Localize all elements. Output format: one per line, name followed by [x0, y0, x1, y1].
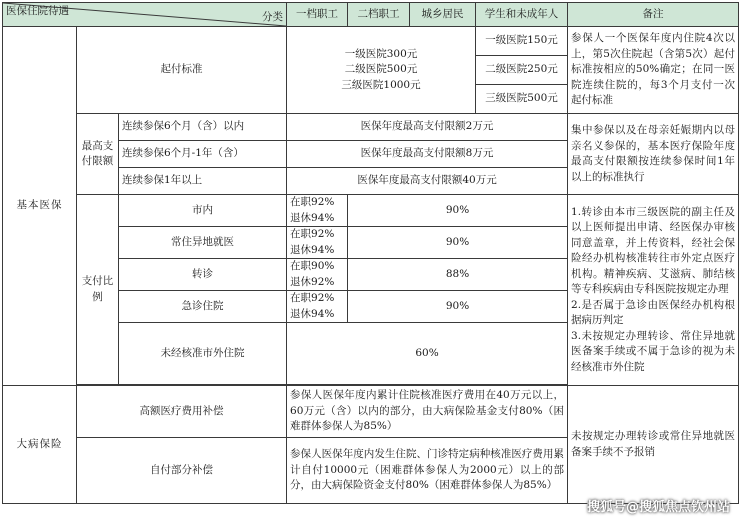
header-remark: 备注 [568, 3, 739, 27]
cap-row-1 [3, 114, 739, 141]
deductible-row-1 [3, 27, 739, 56]
ratio-label: 支付比例 [77, 195, 119, 385]
header-diagonal-cell [3, 3, 287, 27]
deductible-adult-level-3: 三级医院1000元 [341, 78, 421, 91]
ratio-name-3: 转诊 [119, 259, 287, 291]
cap-period-3: 连续参保1年以上 [119, 168, 287, 195]
header-title-left: 医保住院待遇 [6, 5, 69, 17]
ratio-remark [568, 195, 739, 386]
ratio-staff-1-retired: 退休94% [290, 211, 335, 224]
serious-remark: 未按规定办理转诊或常住异地就医备案手续不予报销 [568, 386, 739, 504]
serious-insurance-label: 大病保险 [3, 386, 77, 504]
watermark: 搜狐号@搜狐焦点钦州站 [586, 500, 730, 515]
header-staff1: 一档职工 [287, 3, 348, 27]
ratio-other-2: 90% [348, 227, 568, 259]
ratio-name-unapproved: 未经核准市外住院 [119, 323, 287, 385]
self-pay-label: 自付部分补偿 [77, 438, 287, 504]
ratio-name-1: 市内 [119, 195, 287, 227]
deductible-student-level-2: 二级医院250元 [476, 56, 568, 85]
ratio-other-4: 90% [348, 291, 568, 323]
ratio-value-unapproved: 60% [287, 323, 568, 385]
ratio-row-1 [3, 195, 739, 227]
ratio-staff-2-retired: 退休94% [290, 243, 335, 256]
high-cost-label: 高额医疗费用补偿 [77, 386, 287, 438]
deductible-adult-level-1: 一级医院300元 [344, 47, 418, 60]
cap-period-2: 连续参保6个月-1年（含） [119, 141, 287, 168]
serious-row-1 [3, 386, 739, 438]
high-cost-text: 参保人医保年度内累计住院核准医疗费用在40万元以上，60万元（含）以内的部分，由大病保险基金支付80%（困难群体参保人为85%） [287, 386, 568, 438]
ratio-remark-3: 3.未按规定办理转诊、常住异地就医备案手续或不属于急诊的视为未经核准市外住院 [571, 329, 736, 373]
ratio-remark-1: 1.转诊由本市三级医院的副主任及以上医师提出申请、经医保办审核同意盖章，并上传资料，经社会保险经办机构核准转往市外定点医疗机构。精神疾病、艾滋病、肺结核等专科疾病由专科医院按规定办理 [571, 205, 736, 296]
cap-remark: 集中参保以及在母亲妊娠期内以母亲名义参保的，基本医疗保险年度最高支付限额按连续参保时间1年以上的标准执行 [568, 114, 739, 195]
header-urban: 城乡居民 [410, 3, 476, 27]
cap-amount-3: 医保年度最高支付限额40万元 [287, 168, 568, 195]
ratio-staff-1 [287, 195, 348, 227]
ratio-other-1: 90% [348, 195, 568, 227]
ratio-staff-3-retired: 退休92% [290, 275, 335, 288]
insurance-benefits-table [2, 2, 739, 504]
deductible-student-level-1: 一级医院150元 [476, 27, 568, 56]
ratio-staff-3 [287, 259, 348, 291]
header-student: 学生和未成年人 [476, 3, 568, 27]
cap-period-1: 连续参保6个月（含）以内 [119, 114, 287, 141]
deductible-student-level-3: 三级医院500元 [476, 85, 568, 114]
ratio-name-4: 急诊住院 [119, 291, 287, 323]
ratio-remark-2: 2.是否属于急诊由医保经办机构根据病历判定 [571, 298, 736, 327]
deductible-adult-level-2: 二级医院500元 [344, 63, 418, 76]
basic-insurance-label: 基本医保 [3, 27, 77, 386]
deductible-remark: 参保人一个医保年度内住院4次以上，第5次住院起（含第5次）起付标准按相应的50%确定；在同一医院连续住院的，每3个月支付一次起付标准 [568, 27, 739, 114]
ratio-staff-3-active: 在职90% [290, 260, 335, 272]
cap-amount-1: 医保年度最高支付限额2万元 [287, 114, 568, 141]
ratio-staff-4-retired: 退休94% [290, 307, 335, 320]
ratio-staff-2-active: 在职92% [290, 228, 335, 240]
header-title-right: 分类 [262, 10, 284, 23]
deductible-adult-levels [287, 27, 476, 114]
ratio-staff-1-active: 在职92% [290, 196, 335, 208]
ratio-staff-2 [287, 227, 348, 259]
self-pay-text: 参保人医保年度内发生住院、门诊特定病种核准医疗费用累计自付10000元（困难群体参保人为2000元）以上的部分，由大病保险资金支付80%（困难群体参保人为85%） [287, 438, 568, 504]
ratio-staff-4 [287, 291, 348, 323]
ratio-staff-4-active: 在职92% [290, 292, 335, 304]
cap-label: 最高支付限额 [77, 114, 119, 195]
header-staff2: 二档职工 [348, 3, 410, 27]
ratio-other-3: 88% [348, 259, 568, 291]
deductible-label: 起付标准 [77, 27, 287, 114]
header-row [3, 3, 739, 27]
ratio-name-2: 常住异地就医 [119, 227, 287, 259]
cap-amount-2: 医保年度最高支付限额8万元 [287, 141, 568, 168]
